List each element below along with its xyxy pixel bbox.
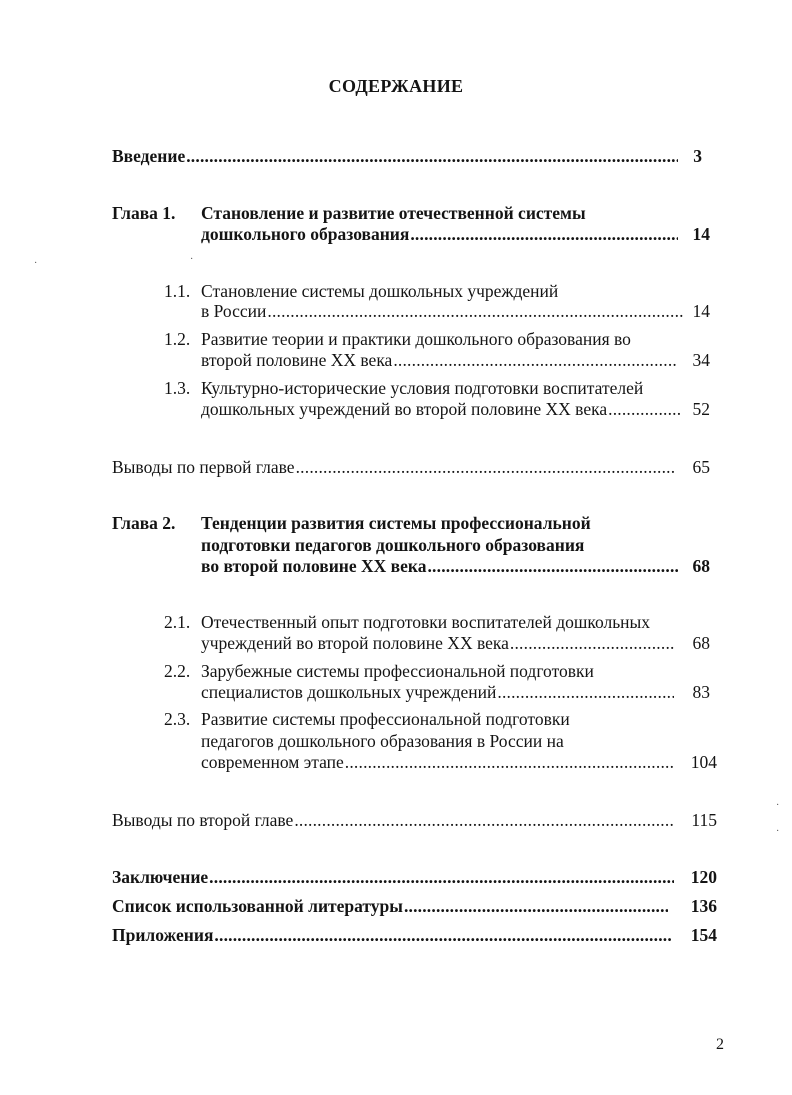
chapter-title: Становление и развитие отечественной системы xyxy=(201,203,586,223)
toc-entry-conclusions-1 xyxy=(112,457,676,477)
leader-dots xyxy=(427,556,678,576)
toc-entry-intro xyxy=(112,146,678,166)
chapter-title-line: подготовки педагогов дошкольного образования xyxy=(201,535,585,555)
chapter-title-text: дошкольного образования xyxy=(201,224,410,244)
scan-speck: · xyxy=(190,254,194,265)
toc-page-number: 3 xyxy=(693,146,702,166)
toc-label: Выводы по второй главе xyxy=(112,810,294,830)
toc-entry-appendices xyxy=(112,925,672,945)
section-title-line xyxy=(201,399,680,419)
section-title: Развитие теории и практики дошкольного образования во xyxy=(201,329,631,349)
toc-entry-conclusion xyxy=(112,867,674,887)
toc-page-number: 83 xyxy=(692,682,710,702)
leader-dots xyxy=(404,896,668,916)
section-title-text: дошкольных учреждений во второй половине XX века xyxy=(201,399,608,419)
leader-dots xyxy=(186,146,678,166)
leader-dots xyxy=(214,925,672,945)
scan-speck: · xyxy=(776,800,780,811)
toc-page-number: 68 xyxy=(692,556,710,576)
toc-label: Список использованной литературы xyxy=(112,896,403,916)
section-number: 1.2. xyxy=(164,329,191,349)
toc-page-number: 120 xyxy=(690,867,717,887)
section-title-line xyxy=(201,633,674,653)
toc-label: Заключение xyxy=(112,867,209,887)
leader-dots xyxy=(296,457,676,477)
section-title-line xyxy=(201,301,684,321)
leader-dots xyxy=(267,301,684,321)
scan-speck: · xyxy=(776,826,780,837)
toc-page-number: 104 xyxy=(690,752,717,772)
section-number: 1.3. xyxy=(164,378,191,398)
section-number: 2.3. xyxy=(164,709,191,729)
section-title-text: в России xyxy=(201,301,267,321)
toc-page-number: 115 xyxy=(691,810,717,830)
section-title: Развитие системы профессиональной подготовки xyxy=(201,709,570,729)
page-title: СОДЕРЖАНИЕ xyxy=(328,76,464,96)
section-title-text: специалистов дошкольных учреждений xyxy=(201,682,497,702)
toc-page-number: 136 xyxy=(690,896,717,916)
section-title-line xyxy=(201,752,674,772)
section-title-line: педагогов дошкольного образования в России на xyxy=(201,731,564,751)
toc-entry-references xyxy=(112,896,668,916)
chapter-title: Тенденции развития системы профессиональной xyxy=(201,513,591,533)
scan-speck: · xyxy=(34,258,38,269)
section-title-text: учреждений во второй половине XX века xyxy=(201,633,509,653)
section-title-text: второй половине XX века xyxy=(201,350,393,370)
toc-label: Приложения xyxy=(112,925,214,945)
chapter-title-text: во второй половине XX века xyxy=(201,556,427,576)
section-title: Отечественный опыт подготовки воспитателей дошкольных xyxy=(201,612,651,632)
section-title: Становление системы дошкольных учреждений xyxy=(201,281,559,301)
section-number: 1.1. xyxy=(164,281,191,301)
section-title-line xyxy=(201,682,674,702)
toc-label: Выводы по первой главе xyxy=(112,457,295,477)
leader-dots xyxy=(410,224,678,244)
toc-page-number: 65 xyxy=(692,457,710,477)
section-title-text: современном этапе xyxy=(201,752,344,772)
toc-page-number: 154 xyxy=(690,925,717,945)
section-title: Зарубежные системы профессиональной подготовки xyxy=(201,661,594,681)
toc-entry-conclusions-2 xyxy=(112,810,674,830)
toc-page-number: 68 xyxy=(692,633,710,653)
leader-dots xyxy=(497,682,674,702)
toc-page-number: 52 xyxy=(692,399,710,419)
section-title: Культурно-исторические условия подготовки воспитателей xyxy=(201,378,644,398)
section-number: 2.1. xyxy=(164,612,191,632)
section-title-line xyxy=(201,350,676,370)
leader-dots xyxy=(209,867,674,887)
leader-dots xyxy=(294,810,674,830)
leader-dots xyxy=(393,350,676,370)
toc-label: Введение xyxy=(112,146,186,166)
toc-page-number: 14 xyxy=(692,224,710,244)
section-number: 2.2. xyxy=(164,661,191,681)
toc-page-number: 34 xyxy=(692,350,710,370)
chapter-title-line xyxy=(201,224,678,244)
chapter-number: Глава 2. xyxy=(112,513,176,533)
toc-page-number: 14 xyxy=(692,301,710,321)
leader-dots xyxy=(345,752,674,772)
chapter-number: Глава 1. xyxy=(112,203,176,223)
page-number: 2 xyxy=(716,1036,724,1053)
chapter-title-line xyxy=(201,556,678,576)
